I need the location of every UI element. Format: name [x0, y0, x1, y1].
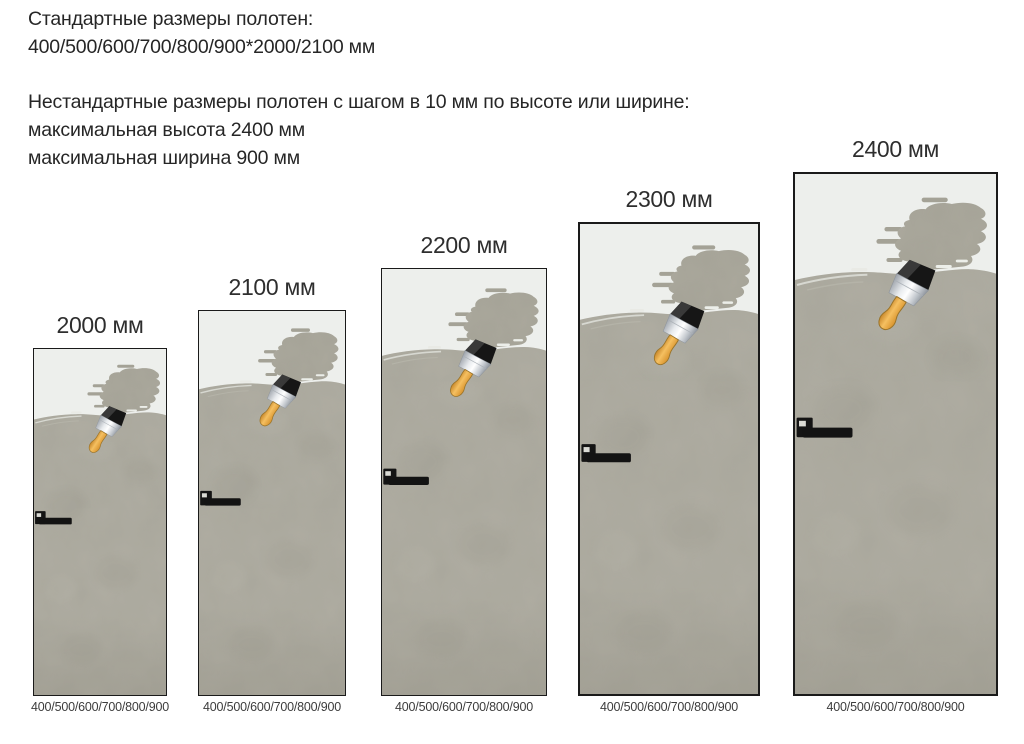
door-width-label-5: 400/500/600/700/800/900	[826, 700, 965, 714]
door-panel-2300	[578, 222, 760, 696]
door-height-label-2100: 2100 мм	[228, 274, 316, 300]
door-illustration	[382, 269, 546, 695]
door-illustration	[795, 174, 996, 694]
door-panel-2100	[198, 310, 346, 696]
standard-sizes-values: 400/500/600/700/800/900*2000/2100 мм	[28, 36, 376, 58]
door-width-label-3: 400/500/600/700/800/900	[395, 700, 533, 714]
door-height-label-2300: 2300 мм	[625, 186, 713, 212]
door-panel-2400	[793, 172, 998, 696]
door-width-label-1: 400/500/600/700/800/900	[31, 700, 169, 714]
door-width-label-2: 400/500/600/700/800/900	[203, 700, 341, 714]
door-illustration	[34, 349, 166, 695]
door-illustration	[199, 311, 345, 695]
standard-sizes-title: Стандартные размеры полотен:	[28, 8, 314, 30]
nonstandard-sizes-title: Нестандартные размеры полотен с шагом в 10 мм по высоте или ширине:	[28, 91, 690, 113]
standard-sizes-block	[28, 5, 375, 61]
door-height-label-2200: 2200 мм	[420, 232, 508, 258]
door-illustration	[580, 224, 758, 694]
door-panel-2000	[33, 348, 167, 696]
nonstandard-sizes-block	[28, 88, 689, 172]
door-panel-2200	[381, 268, 547, 696]
max-height-note: максимальная высота 2400 мм	[28, 119, 305, 141]
max-width-note: максимальная ширина 900 мм	[28, 147, 300, 169]
door-height-label-2000: 2000 мм	[56, 312, 144, 338]
door-width-label-4: 400/500/600/700/800/900	[600, 700, 738, 714]
door-height-label-2400: 2400 мм	[851, 136, 940, 162]
